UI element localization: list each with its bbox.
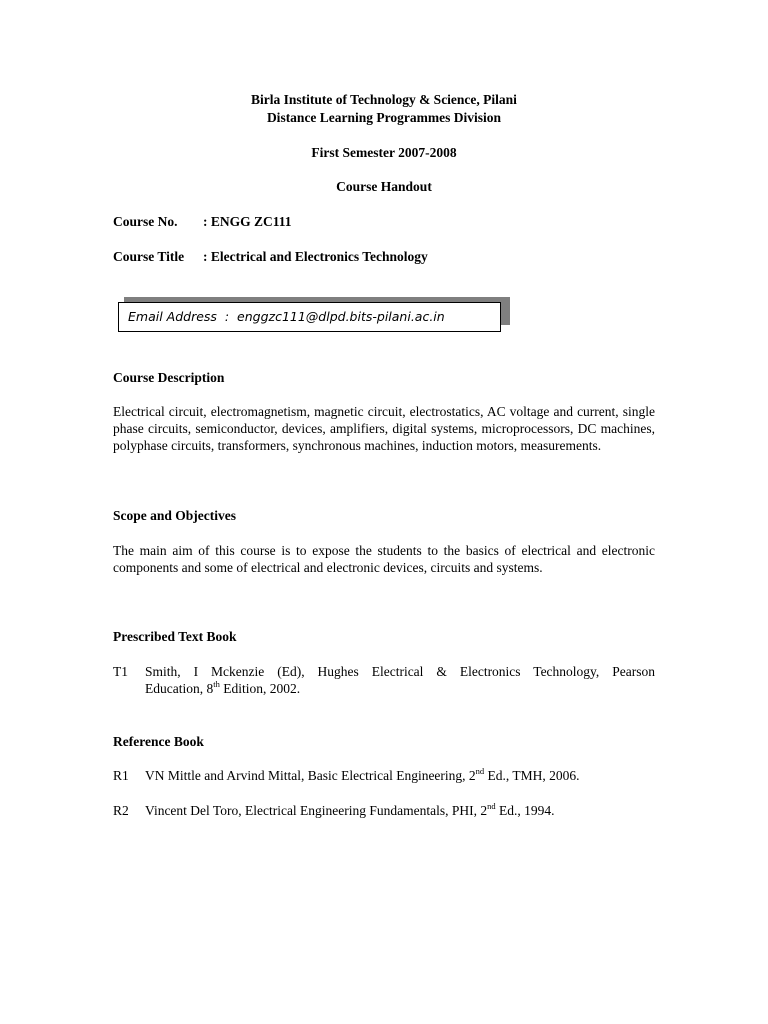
textbook-line-2-tail: Edition, 2002. [219,681,301,696]
course-title-value: : Electrical and Electronics Technology [203,249,428,264]
scope-heading: Scope and Objectives [113,508,236,523]
document-type: Course Handout [336,179,432,194]
reference-1-sup: nd [475,765,485,776]
textbook-tag: T1 [113,664,128,679]
textbook-line-1: Smith, I Mckenzie (Ed), Hughes Electrical & Electronics Technology, Pearson [145,664,655,679]
reference-tag-1: R1 [113,768,129,783]
scope-body: The main aim of this course is to expose the students to the basics of electrical and electronic components and some of electrical and electronic devices, circuits and systems. [113,543,655,575]
textbook-line-2-text: Education, 8 [145,681,214,696]
institute-name: Birla Institute of Technology & Science, Pilani [251,92,517,107]
semester-label: First Semester 2007-2008 [311,145,457,160]
reference-1-tail: Ed., TMH, 2006. [484,768,580,783]
reference-2-text: Vincent Del Toro, Electrical Engineering Fundamentals, PHI, 2 [145,803,488,818]
textbook-entry [145,663,655,697]
reference-2-sup: nd [487,800,496,811]
reference-tag-2: R2 [113,803,129,818]
course-title-label: Course Title [113,249,185,264]
reference-entry-2 [145,802,655,819]
textbook-line-2 [145,680,655,697]
course-title-row [113,248,428,265]
email-address-box: Email Address : enggzc111@dlpd.bits-pilani.ac.in [118,302,501,332]
textbook-edition-sup: th [213,678,220,689]
reference-1-text: VN Mittle and Arvind Mittal, Basic Electrical Engineering, 2 [145,768,476,783]
reference-entry-1 [145,767,655,784]
textbook-heading: Prescribed Text Book [113,629,237,644]
reference-2-tail: Ed., 1994. [495,803,555,818]
course-no-value: : ENGG ZC111 [203,214,292,229]
course-description-heading: Course Description [113,370,225,385]
reference-heading: Reference Book [113,734,204,749]
course-description-body: Electrical circuit, electromagnetism, magnetic circuit, electrostatics, AC voltage and current, single phase circuits, semiconductor, devices, amplifiers, digital systems, microprocessors, DC machines, polyphase circuits, transformers, synchronous machines, induction motors, measurements. [113,404,655,453]
division-name: Distance Learning Programmes Division [266,110,502,125]
course-no-label: Course No. [113,214,178,229]
course-no-row [113,213,292,230]
